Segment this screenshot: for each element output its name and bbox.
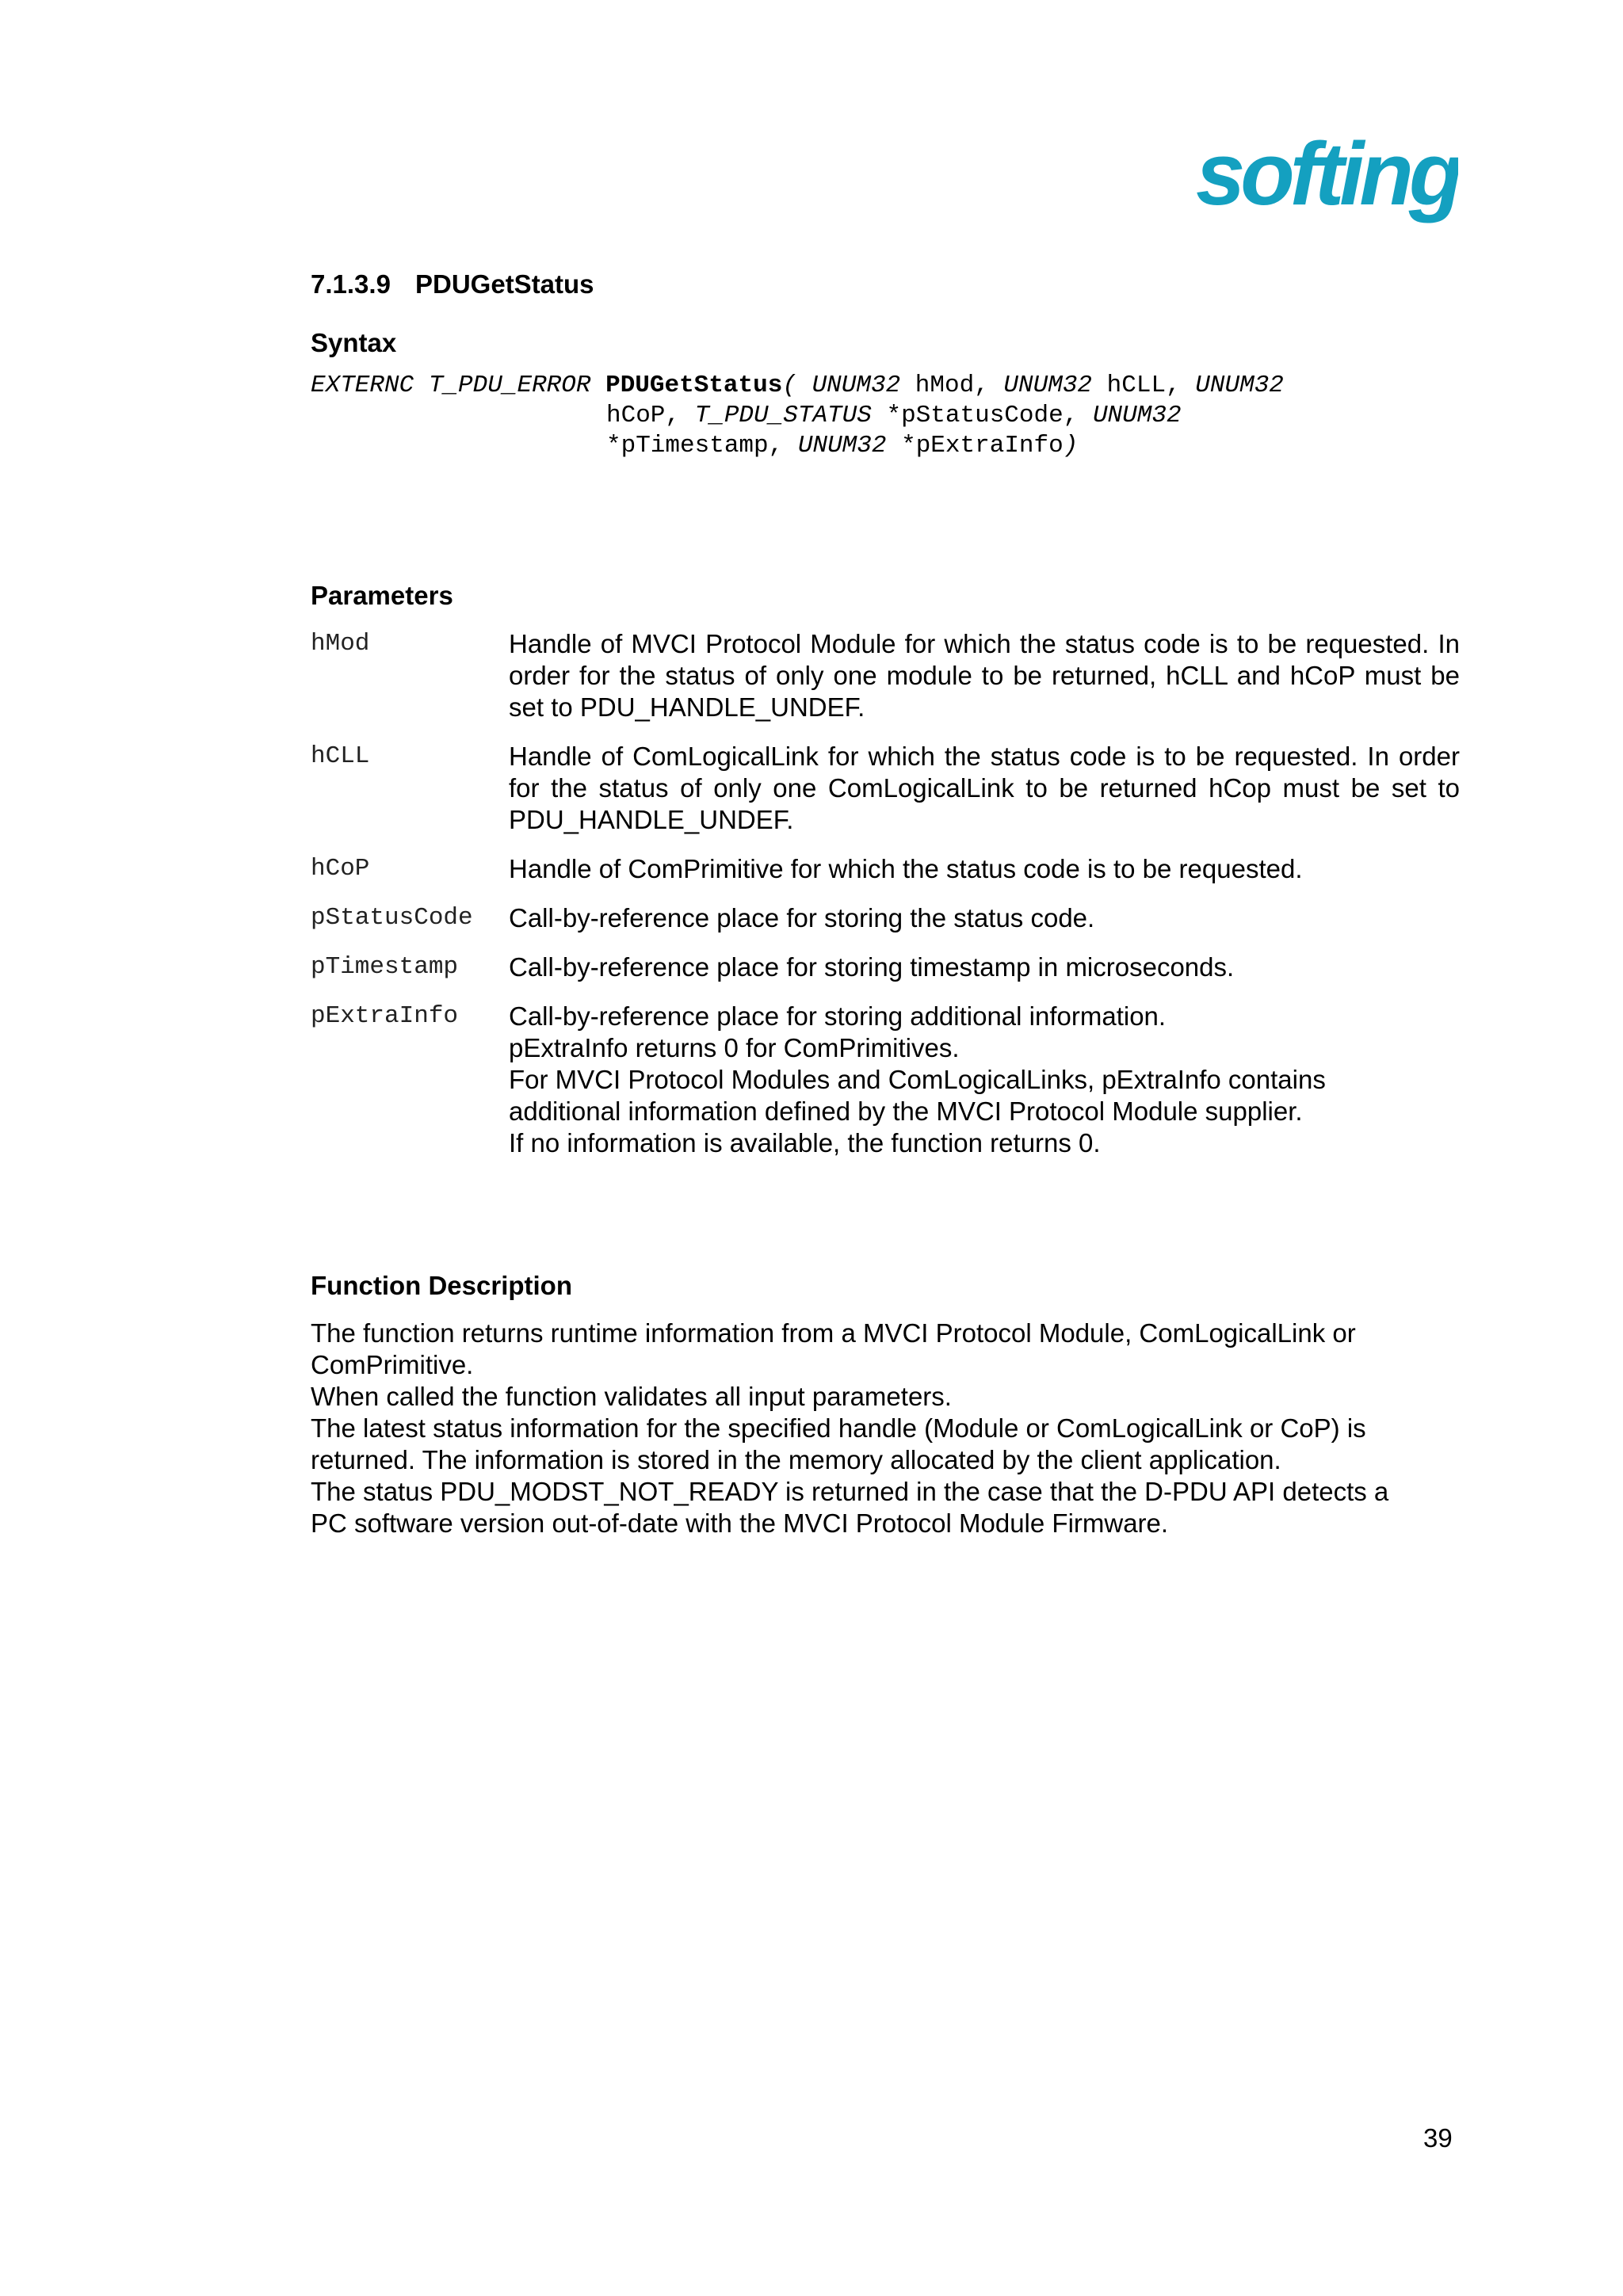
- softing-logo-wordmark: softing: [1196, 127, 1458, 223]
- syntax-param: hMod,: [915, 372, 989, 399]
- syntax-return-type: T_PDU_ERROR: [428, 372, 591, 399]
- parameter-description: Call-by-reference place for storing the status code.: [509, 903, 1095, 933]
- syntax-line-2: [311, 401, 1284, 431]
- syntax-block: [311, 371, 1284, 461]
- function-description-line: The function returns runtime information from a MVCI Protocol Module, ComLogicalLink or: [311, 1318, 1356, 1348]
- syntax-param: *pTimestamp,: [606, 432, 784, 460]
- softing-logo-icon: [1193, 127, 1458, 231]
- syntax-param: *pExtraInfo: [901, 432, 1064, 460]
- parameter-description: Handle of MVCI Protocol Module for which the status code is to be requested. In order for the status of only one module to be returned, hCLL and hCoP must be set to PDU_HANDLE_UNDEF.: [509, 629, 1460, 722]
- parameter-name: pStatusCode: [311, 904, 473, 932]
- syntax-param: hCoP,: [606, 402, 681, 429]
- parameter-row-pextrainfo: [311, 1001, 1460, 1159]
- parameter-name: pTimestamp: [311, 953, 459, 981]
- section-name: PDUGetStatus: [415, 269, 594, 299]
- parameter-description: [509, 1001, 1460, 1159]
- syntax-type: UNUM32: [1003, 372, 1093, 399]
- function-description-line: returned. The information is stored in the memory allocated by the client application.: [311, 1445, 1281, 1474]
- parameter-name: hCLL: [311, 742, 370, 770]
- parameter-description-line: additional information defined by the MVCI Protocol Module supplier.: [509, 1097, 1303, 1126]
- function-description-line: The status PDU_MODST_NOT_READY is returned in the case that the D-PDU API detects a: [311, 1477, 1389, 1506]
- parameter-description-line: For MVCI Protocol Modules and ComLogicalLinks, pExtraInfo contains: [509, 1065, 1326, 1094]
- syntax-paren-open: (: [782, 372, 797, 399]
- syntax-type: UNUM32: [812, 372, 901, 399]
- syntax-type: UNUM32: [1092, 402, 1182, 429]
- parameter-row-hmod: [311, 628, 1460, 723]
- section-number: 7.1.3.9: [311, 269, 391, 299]
- syntax-type: T_PDU_STATUS: [694, 402, 872, 429]
- parameter-name: hMod: [311, 630, 370, 658]
- syntax-line-3: [311, 431, 1284, 461]
- function-description-heading: Function Description: [311, 1271, 572, 1300]
- parameter-name: pExtraInfo: [311, 1002, 459, 1030]
- softing-logo: [1193, 127, 1458, 231]
- parameters-heading: Parameters: [311, 581, 453, 610]
- syntax-paren-close: ): [1063, 432, 1079, 460]
- syntax-param: *pStatusCode,: [886, 402, 1079, 429]
- parameter-description-line: If no information is available, the function returns 0.: [509, 1128, 1101, 1158]
- function-description-line: PC software version out-of-date with the MVCI Protocol Module Firmware.: [311, 1508, 1169, 1538]
- parameter-row-pstatuscode: [311, 902, 1460, 934]
- syntax-param: hCLL,: [1106, 372, 1181, 399]
- syntax-heading: Syntax: [311, 328, 397, 357]
- parameter-description-line: pExtraInfo returns 0 for ComPrimitives.: [509, 1033, 960, 1062]
- syntax-function-name: PDUGetStatus: [605, 372, 783, 399]
- page-number: 39: [1423, 2123, 1453, 2153]
- parameter-row-hcop: [311, 853, 1460, 885]
- parameter-description-line: Call-by-reference place for storing additional information.: [509, 1001, 1167, 1031]
- function-description-body: [311, 1318, 1460, 1539]
- parameter-name: hCoP: [311, 855, 370, 883]
- parameter-description: Call-by-reference place for storing timestamp in microseconds.: [509, 952, 1235, 982]
- syntax-type: UNUM32: [1195, 372, 1284, 399]
- function-description-line: When called the function validates all input parameters.: [311, 1382, 952, 1411]
- section-title: [311, 269, 594, 299]
- parameter-description: Handle of ComLogicalLink for which the status code is to be requested. In order for the status of only one ComLogicalLink to be returned hCop must be set to PDU_HANDLE_UNDEF.: [509, 742, 1460, 834]
- parameter-row-hcll: [311, 741, 1460, 836]
- function-description-line: ComPrimitive.: [311, 1350, 474, 1379]
- syntax-line-1: [311, 371, 1284, 401]
- function-description-line: The latest status information for the specified handle (Module or ComLogicalLink or CoP) is: [311, 1413, 1366, 1443]
- parameter-description: Handle of ComPrimitive for which the status code is to be requested.: [509, 854, 1303, 883]
- parameter-row-ptimestamp: [311, 952, 1460, 983]
- syntax-type: UNUM32: [797, 432, 887, 460]
- syntax-externc: EXTERNC: [311, 372, 414, 399]
